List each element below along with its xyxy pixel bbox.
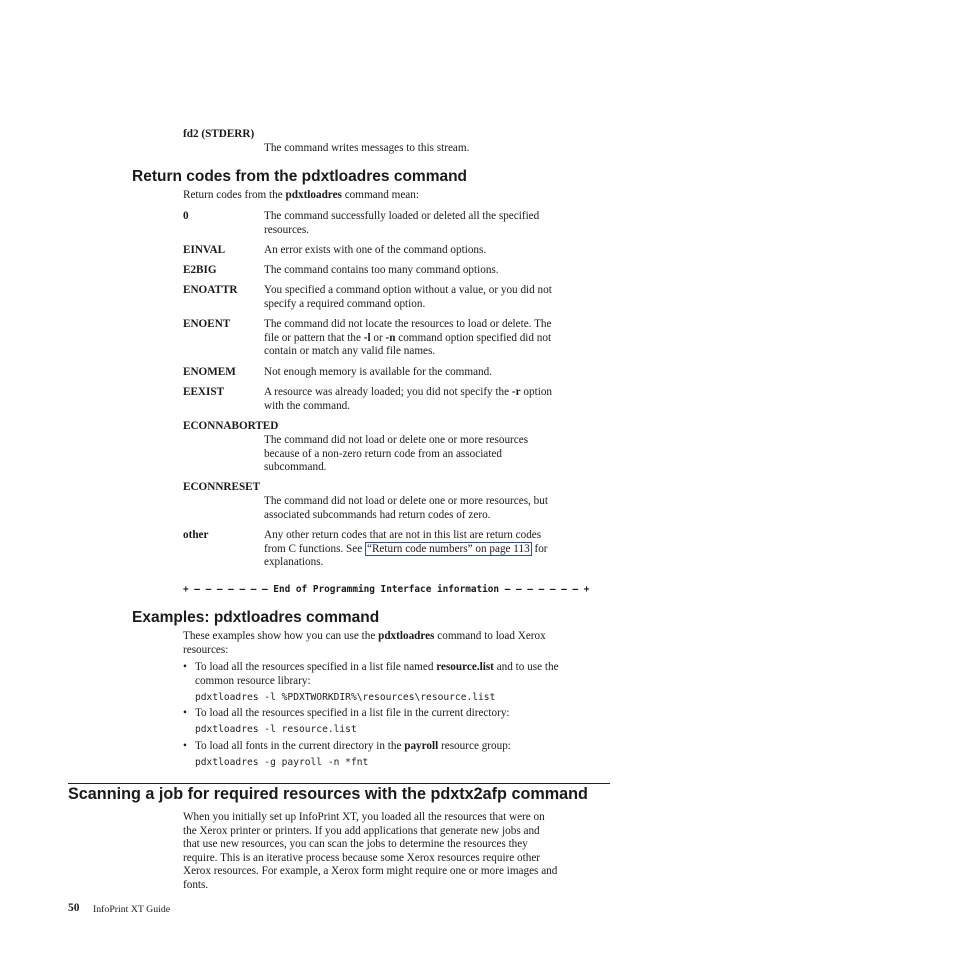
return-code-term: 0 (183, 210, 189, 222)
return-code-description: A resource was already loaded; you did not specify the -r option with the command. (264, 386, 553, 412)
page-number: 50 (68, 902, 80, 914)
return-code-term: ECONNABORTED (183, 420, 279, 432)
example-text: To load all the resources specified in a list file named resource.list and to use the common resource library: (195, 661, 559, 687)
return-code-term: E2BIG (183, 264, 217, 276)
return-code-term: ENOATTR (183, 284, 238, 296)
return-codes-heading: Return codes from the pdxtloadres command (132, 168, 468, 185)
example-text: To load all fonts in the current directory in the payroll resource group: (195, 740, 511, 752)
return-code-description: The command did not load or delete one or more resources, but associated subcommands had return codes of zero. (264, 495, 548, 521)
bullet: • (183, 707, 187, 719)
examples-intro: These examples show how you can use the pdxtloadres command to load Xerox resources: (183, 630, 546, 656)
example-code: pdxtloadres -g payroll -n *fnt (195, 757, 369, 768)
return-code-description: You specified a command option without a value, or you did not specify a required command option. (264, 284, 552, 310)
examples-heading: Examples: pdxtloadres command (132, 609, 380, 626)
return-code-term: ECONNRESET (183, 481, 261, 493)
example-text: To load all the resources specified in a list file in the current directory: (195, 707, 510, 719)
return-code-description: The command did not locate the resources to load or delete. The file or pattern that the -l or -n command option specified did not contain or match any valid file names. (264, 318, 552, 358)
bullet: • (183, 661, 187, 673)
return-code-description: The command successfully loaded or deleted all the specified resources. (264, 210, 540, 236)
scanning-paragraph: When you initially set up InfoPrint XT, you loaded all the resources that were on the Xerox printer or printers. If you add applications that generate new jobs and that use new resources, you can scan the jobs to determine the resources they require. This is an iterative process because some Xerox resources require other Xerox resources. For example, a Xerox form might require one or more images and fonts. (183, 811, 558, 891)
fd2-description: The command writes messages to this stream. (264, 142, 470, 154)
return-code-description: The command did not load or delete one or more resources because of a non-zero return code from an associated subcommand. (264, 434, 529, 474)
return-code-term: other (183, 529, 209, 541)
return-code-term: ENOMEM (183, 366, 236, 378)
scanning-heading: Scanning a job for required resources with the pdxtx2afp command (68, 785, 588, 803)
return-code-description: An error exists with one of the command options. (264, 244, 487, 256)
example-code: pdxtloadres -l resource.list (195, 724, 357, 735)
return-code-numbers-link[interactable]: “Return code numbers” on page 113 (366, 542, 530, 555)
return-code-term: ENOENT (183, 318, 231, 330)
return-codes-intro: Return codes from the pdxtloadres command mean: (183, 189, 419, 201)
return-code-description: The command contains too many command options. (264, 264, 499, 276)
example-code: pdxtloadres -l %PDXTWORKDIR%\resources\resource.list (195, 692, 496, 703)
return-code-description: Not enough memory is available for the command. (264, 366, 493, 378)
return-code-description: Any other return codes that are not in this list are return codes from C functions. See “Return code numbers” on page 113 for explanations. (264, 529, 548, 569)
end-of-programming-interface-marker: + – – – – – – – End of Programming Interface information – – – – – – – + (183, 584, 590, 595)
footer-title: InfoPrint XT Guide (93, 904, 171, 915)
fd2-term: fd2 (STDERR) (183, 128, 255, 140)
section-divider (68, 783, 610, 784)
return-code-term: EINVAL (183, 244, 226, 256)
bullet: • (183, 740, 187, 752)
return-code-term: EEXIST (183, 386, 225, 398)
